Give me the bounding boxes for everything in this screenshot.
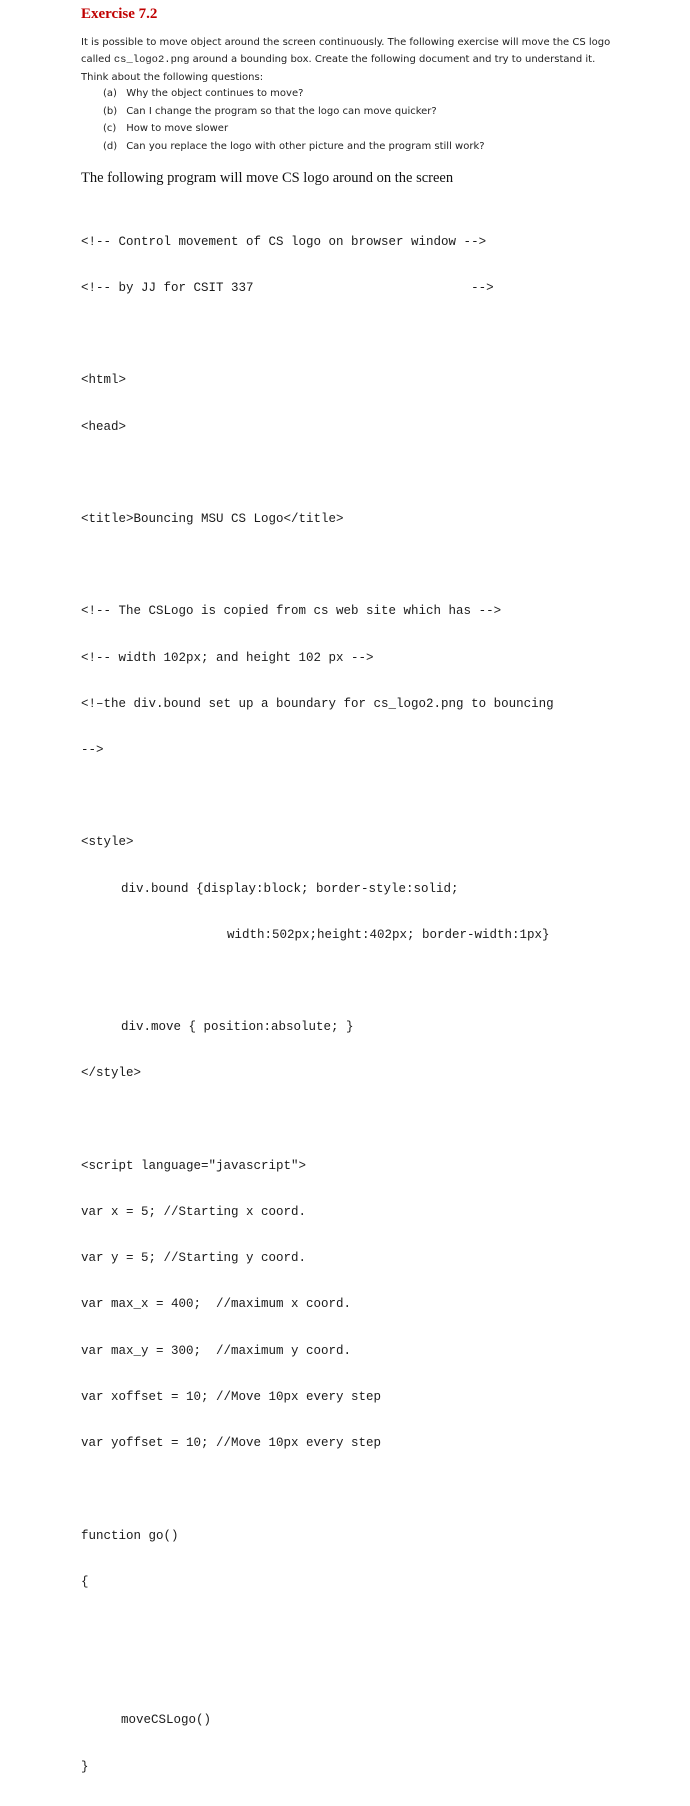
blank-line <box>81 1667 554 1682</box>
code-line: </style> <box>81 1066 142 1081</box>
question-label: (a) <box>103 88 117 99</box>
blank-line <box>81 1113 554 1128</box>
code-line: --> <box>81 743 104 758</box>
code-line: var yoffset = 10; //Move 10px every step <box>81 1436 382 1451</box>
blank-line <box>81 466 554 481</box>
question-item <box>103 103 485 121</box>
intro-paragraph <box>81 34 621 86</box>
question-item <box>103 138 485 156</box>
code-line: <!-- by JJ for CSIT 337 --> <box>81 281 494 296</box>
intro-filename: cs_logo2.png <box>113 54 190 66</box>
program-subheading: The following program will move CS logo around on the screen <box>81 170 454 186</box>
question-text: How to move slower <box>126 123 229 134</box>
blank-line <box>81 974 554 989</box>
question-text: Can you replace the logo with other picture and the program still work? <box>126 140 485 152</box>
code-line: <script language="javascript"> <box>81 1158 307 1173</box>
code-line: <html> <box>81 373 127 388</box>
code-line: { <box>81 1574 89 1589</box>
question-text: Can I change the program so that the logo can move quicker? <box>126 105 437 117</box>
question-item <box>103 85 485 103</box>
code-line: <head> <box>81 419 127 434</box>
blank-line <box>81 1482 554 1497</box>
blank-line <box>81 327 554 342</box>
question-label: (c) <box>103 123 117 134</box>
code-line: moveCSLogo() <box>121 1713 212 1728</box>
blank-line <box>81 558 554 573</box>
code-line: var xoffset = 10; //Move 10px every step <box>81 1389 382 1404</box>
code-line: var max_y = 300; //maximum y coord. <box>81 1343 352 1358</box>
question-label: (b) <box>103 105 118 117</box>
code-line: <!-- The CSLogo is copied from cs web site which has --> <box>81 604 502 619</box>
code-line: <title>Bouncing MSU CS Logo</title> <box>81 512 344 527</box>
code-line: div.move { position:absolute; } <box>121 1020 354 1035</box>
code-line: <!-- Control movement of CS logo on browser window --> <box>81 234 487 249</box>
exercise-title: Exercise 7.2 <box>81 6 158 22</box>
code-listing <box>81 204 554 1806</box>
code-line: div.bound {display:block; border-style:solid; <box>121 881 459 896</box>
blank-line <box>81 1621 554 1636</box>
code-line: <!-- width 102px; and height 102 px --> <box>81 650 374 665</box>
intro-text-end: around a bounding box. Create the following document and try to understand it. Think about the following questions: <box>81 54 596 83</box>
code-line: var max_x = 400; //maximum x coord. <box>81 1297 352 1312</box>
code-line: } <box>81 1759 89 1774</box>
question-text: Why the object continues to move? <box>126 88 304 99</box>
code-line: <!–the div.bound set up a boundary for cs_logo2.png to bouncing <box>81 696 554 711</box>
code-line: <style> <box>81 835 134 850</box>
intro-text-start: It is possible to move object around the screen continuously. The following exercise will move the CS logo called <box>81 37 611 65</box>
blank-line <box>81 789 554 804</box>
code-line: width:502px;height:402px; border-width:1px} <box>227 927 550 942</box>
question-label: (d) <box>103 140 118 152</box>
code-line: var x = 5; //Starting x coord. <box>81 1205 307 1220</box>
question-list <box>103 85 485 155</box>
question-item <box>103 120 485 138</box>
code-line: function go() <box>81 1528 179 1543</box>
code-line: var y = 5; //Starting y coord. <box>81 1251 307 1266</box>
